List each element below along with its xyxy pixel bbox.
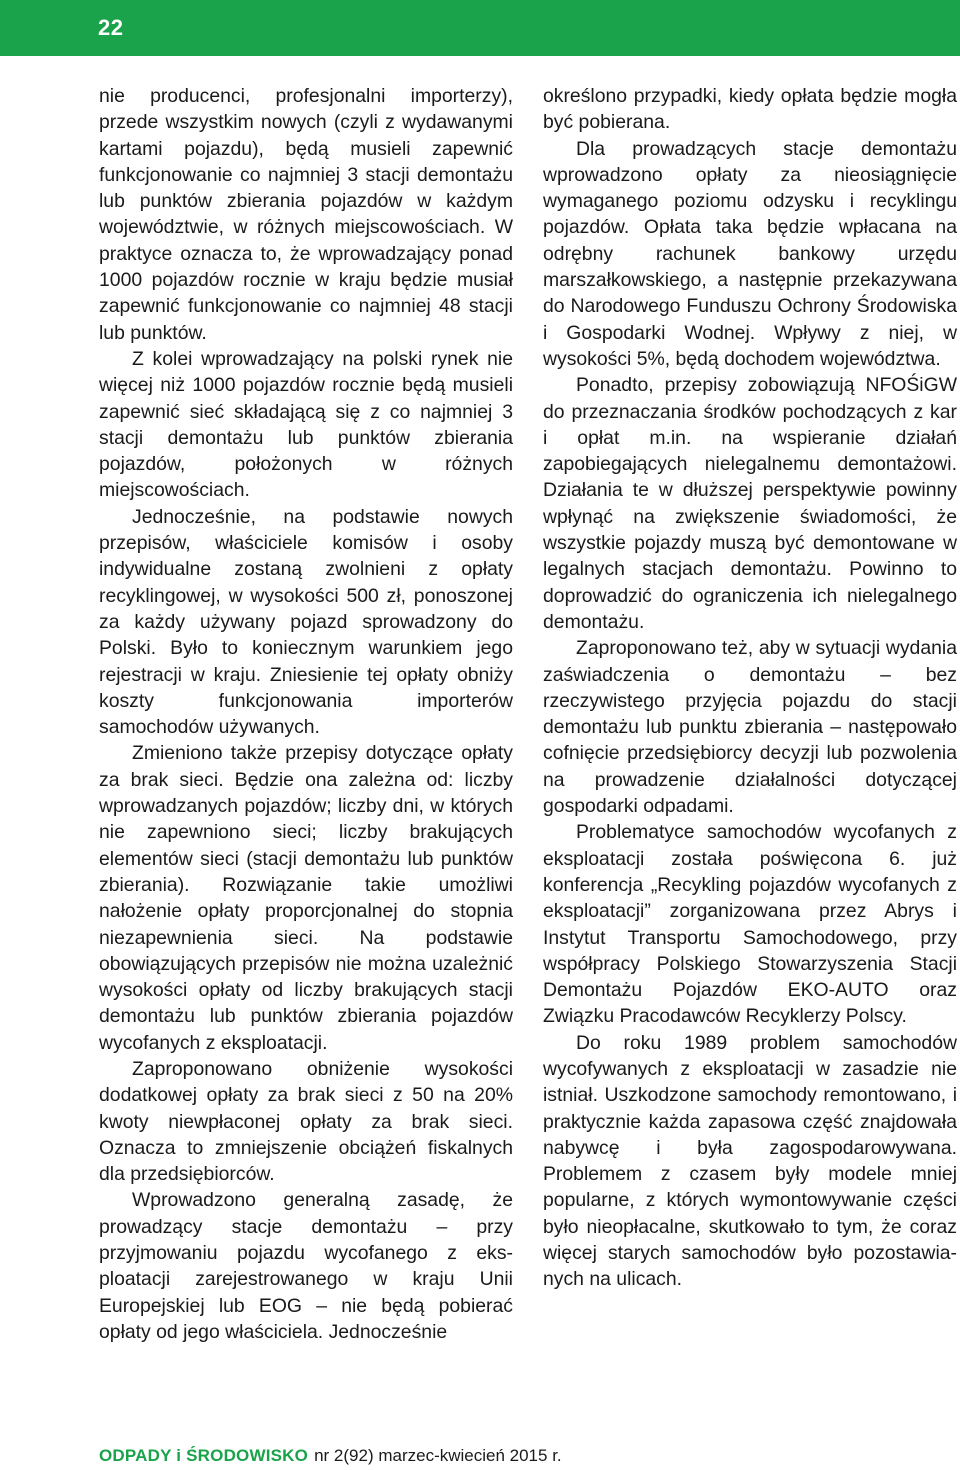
paragraph: Z kolei wprowadzający na polski rynek nie więcej niż 1000 pojazdów rocznie będą musieli zapewnić sieć składającą się z co najmniej 3 stacji demontażu lub punktów zbierania pojazdów, położonych w różnych miejscowościach. [99, 347, 513, 502]
page-header-bar [0, 0, 960, 56]
paragraph: Ponadto, przepisy zobowiązują NFOŚiGW do przeznaczania środków pochodzących z kar i opłat m.in. na wspieranie działań zapobiegających nielegalnemu demontażowi. Działania te w dłuższej perspektywie powinny wpłynąć na zwiększenie świadomości, że wszystkie pojazdy muszą być demontowane w legalnych stacjach demontażu. Powinno to doprowadzić do ograniczenia ich nielegalnego demontażu. [543, 374, 957, 633]
issue-info: nr 2(92) marzec-kwiecień 2015 r. [314, 1446, 562, 1465]
paragraph: Zaproponowano też, aby w sytuacji wydania zaświadczenia o demontażu – bez rzeczywistego przyjęcia pojazdu do stacji demontażu lub punktu zbierania – następowało cofnięcie przedsiębiorcy decyzji lub pozwolenia na prowadzenie działalności dotyczącej gospodarki odpadami. [543, 637, 957, 818]
paragraph: Do roku 1989 problem samochodów wycofywanych z eksploatacji w zasadzie nie istniał. Uszkodzone samochody remontowano, i praktycznie każda zapasowa część znajdowała nabywcę i była zagospodarowywana. Problemem z czasem były modele mniej popularne, z których wymontowywanie części było nieopłacalne, skutkowało to tym, że coraz więcej starych samochodów było pozostawianych na ulicach. [543, 1031, 957, 1291]
paragraph: określono przypadki, kiedy opłata będzie mogła być pobierana. [543, 85, 957, 134]
paragraph: nie producenci, profesjonalni importerzy), przede wszystkim nowych (czyli z wydawanymi kartami pojazdu), będą musieli zapewnić funkcjonowanie co najmniej 3 stacji demontażu lub punktów zbierania pojazdów w każdym województwie, w różnych miejscowościach. W praktyce oznacza to, że wprowadzający ponad 1000 pojazdów rocznie w kraju będzie musiał zapewnić funkcjonowanie co najmniej 48 stacji lub punktów. [99, 85, 513, 344]
paragraph: Zmieniono także przepisy dotyczące opłaty za brak sieci. Będzie ona zależna od: liczby wprowadzanych pojazdów; liczby dni, w których nie zapewniono sieci; liczby brakujących elementów sieci (stacji demontażu lub punktów zbierania). Rozwiązanie takie umożliwi nałożenie opłaty proporcjonalnej do stopnia niezapewnienia sieci. Na podstawie obowiązujących przepisów nie można uzależnić wysokości opłaty od liczby brakujących stacji demontażu lub punktów zbierania pojazdów wycofanych z eksploatacji. [99, 742, 513, 1054]
paragraph: Wprowadzono generalną zasadę, że prowadzący stacje demontażu – przy przyjmowaniu pojazdu wycofanego z eksploatacji zarejestrowanego w kraju Unii Europejskiej lub EOG – nie będą pobierać opłaty od jego właściciela. Jednocześnie [99, 1189, 513, 1343]
article-column-left [99, 83, 513, 1345]
page-footer [99, 1446, 562, 1466]
page-number: 22 [98, 15, 124, 40]
paragraph: Jednocześnie, na podstawie nowych przepisów, właściciele komisów i osoby indywidualne zostaną zwolnieni z opłaty recyklingowej, w wysokości 500 zł, ponoszonej za każdy używany pojazd sprowadzony do Polski. Było to koniecznym warunkiem jego rejestracji w kraju. Zniesienie tej opłaty obniży koszty funkcjonowania importerów samochodów używanych. [99, 505, 513, 739]
paragraph: Problematyce samochodów wycofanych z eksploatacji została poświęcona 6. już konferencja „Recykling pojazdów wycofanych z eksploatacji” zorganizowana przez Abrys i Instytut Transportu Samochodowego, przy współpracy Polskiego Stowarzyszenia Stacji Demontażu Pojazdów EKO-AUTO oraz Związku Pracodawców Recyklerzy Polscy. [543, 821, 957, 1028]
magazine-title: ODPADY i ŚRODOWISKO [99, 1446, 309, 1465]
paragraph: Dla prowadzących stacje demontażu wprowadzono opłaty za nieosiągnięcie wymaganego poziomu odzysku i recyklingu pojazdów. Opłata taka będzie wpłacana na odrębny rachunek bankowy urzędu marszałkowskiego, a następnie przekazywana do Narodowego Funduszu Ochrony Środowiska i Gospodarki Wodnej. Wpływy z niej, w wysokości 5%, będą dochodem województwa. [543, 137, 957, 370]
paragraph: Zaproponowano obniżenie wysokości dodatkowej opłaty za brak sieci z 50 na 20% kwoty niewpłaconej opłaty za brak sieci. Oznacza to zmniejszenie obciążeń fiskalnych dla przedsiębiorców. [99, 1057, 513, 1186]
article-column-right [543, 83, 957, 1293]
